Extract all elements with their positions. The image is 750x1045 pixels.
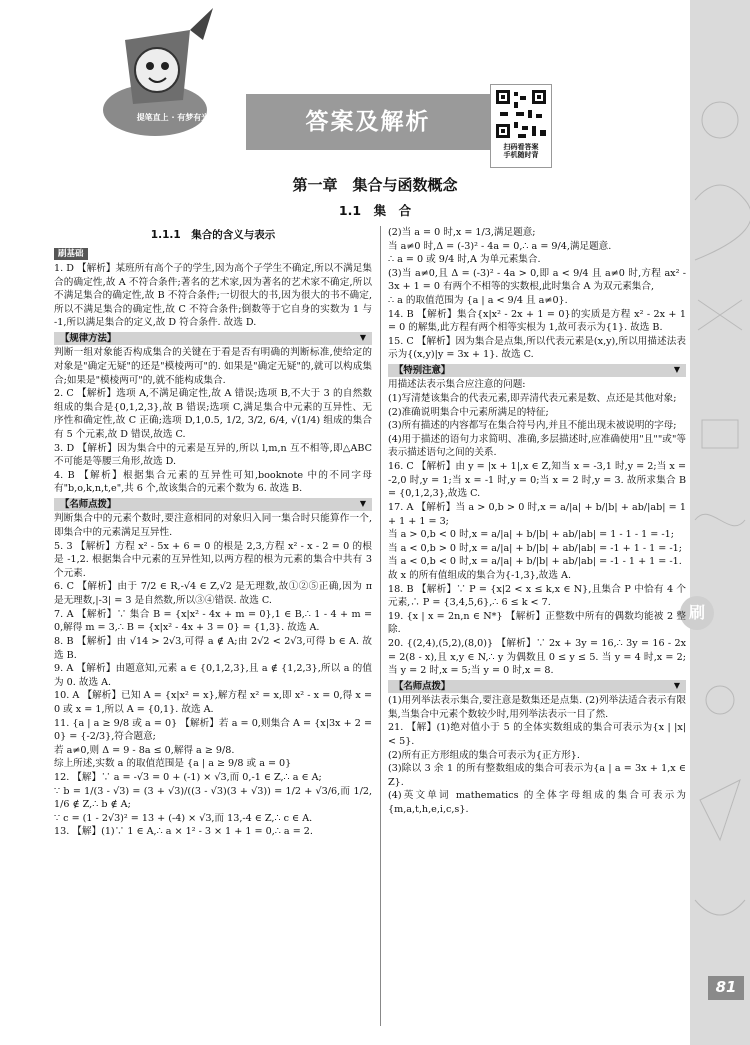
banner-title: 答案及解析 — [246, 94, 490, 150]
answer-paragraph: 4. B 【解析】根据集合元素的互异性可知,booknote 中的不同字母有"b,o,k,n,t,e",共 6 个,故该集合的元素个数为 6. 故选 B. — [54, 469, 372, 495]
answer-paragraph: 10. A 【解析】已知 A = {x|x² = x},解方程 x² = x,即 x² - x = 0,得 x = 0 或 x = 1,所以 A = {0,1}. 故选 A. — [54, 690, 372, 715]
tag-label: 刷基础 — [54, 248, 88, 260]
answer-paragraph: 14. B 【解析】集合{x|x² - 2x + 1 = 0}的实质是方程 x² - 2x + 1 = 0 的解集,此方程有两个相等实根为 1,故可表示为{1}. 故选 B. — [388, 308, 686, 334]
answer-paragraph: (4)用于描述的语句力求简明、准确,多层描述时,应准确使用"且""或"等表示描述语句之间的关系. — [388, 433, 686, 459]
answer-paragraph: 若 a≠0,则 Δ = 9 - 8a ≤ 0,解得 a ≥ 9/8. — [54, 744, 235, 756]
left-column — [54, 226, 372, 839]
answer-paragraph: 20. {(2,4),(5,2),(8,0)} 【解析】∵ 2x + 3y = 16,∴ 3y = 16 - 2x = 2(8 - x),且 x,y ∈ N,∴ y 为偶数且 0 ≤ y ≤ 5. 当 y = 4 时,x = 2;当 y = 2 时,x = 5;当 y = 0 时,x = 8. — [388, 638, 686, 677]
answer-paragraph: ∴ a = 0 或 9/4 时,A 为单元素集合. — [388, 254, 541, 266]
left-column-content — [54, 262, 372, 839]
callout-heading: 【名师点拨】 ▼ — [54, 498, 372, 511]
answer-paragraph: 判断集合中的元素个数时,要注意相同的对象归入同一集合时只能算作一个,即集合中的元素满足互异性. — [54, 513, 372, 539]
brand-circle-badge: 刷 — [680, 596, 714, 630]
answer-paragraph: ∴ a 的取值范围为 {a | a < 9/4 且 a≠0}. — [388, 295, 568, 307]
answer-paragraph: (2)当 a = 0 时,x = 1/3,满足题意; — [388, 227, 536, 238]
qr-caption-line-2: 手机随时背 — [503, 151, 539, 160]
answer-paragraph: 9. A 【解析】由题意知,元素 a ∈ {0,1,2,3},且 a ∉ {1,2,3},所以 a 的值为 0. 故选 A. — [54, 663, 372, 688]
answer-paragraph: (1)写清楚该集合的代表元素,即弄清代表元素是数、点还是其他对象; — [388, 393, 677, 405]
answer-paragraph: 1. D 【解析】某班所有高个子的学生,因为高个子学生不确定,所以不满足集合的确定性,故 A 不符合条件;著名的艺术家,因为著名的艺术家不确定,所以不满足集合的确定性,故 B 不符合条件;一切很大的书,因为很大的书不确定,所以不满足集合的确定性,故 C 不符合条件;倒数等于它自身的实数为 1 与 -1,所以满足集合的定义,故 D 符合条件. 故选 D. — [54, 262, 372, 329]
mascot-slogan: 提笔直上 · 有梦有光 — [136, 113, 210, 122]
callout-heading: 【规律方法】 ▼ — [54, 332, 372, 345]
mascot-logo — [95, 0, 245, 140]
answer-paragraph: 5. 3 【解析】方程 x² - 5x + 6 = 0 的根是 2,3,方程 x² - x - 2 = 0 的根是 -1,2. 根据集合中元素的互异性知,以两方程的根为元素的集合中共有 3 个元素. — [54, 540, 372, 579]
answer-paragraph: 13. 【解】(1)∵ 1 ∈ A,∴ a × 1² - 3 × 1 + 1 = 0,∴ a = 2. — [54, 826, 313, 838]
answer-paragraph: 12. 【解】∵ a = -√3 = 0 + (-1) × √3,而 0,-1 ∈ Z,∴ a ∈ A; — [54, 771, 322, 783]
answer-paragraph: 6. C 【解析】由于 7/2 ∈ R,-√4 ∈ Z,√2 是无理数,故①②⑤正确,因为 π 是无理数,|-3| = 3 是自然数,所以③④错误. 故选 C. — [54, 581, 372, 607]
answer-paragraph: 当 a < 0,b < 0 时,x = a/|a| + b/|b| + ab/|ab| = -1 - 1 + 1 = -1. — [388, 556, 682, 568]
answer-paragraph: 16. C 【解析】由 y = |x + 1|,x ∈ Z,知当 x = -3,1 时,y = 2;当 x = -2,0 时,y = 1;当 x = -1 时,y = 0;当 x = 2 时,y = 3. 故所求集合 B = {0,1,2,3},故选 C. — [388, 461, 686, 500]
qr-code-icon — [492, 86, 550, 142]
answer-paragraph: 当 a < 0,b > 0 时,x = a/|a| + b/|b| + ab/|ab| = -1 + 1 - 1 = -1; — [388, 542, 682, 554]
page-number: 81 — [708, 976, 744, 1000]
answer-paragraph: (3)所有描述的内容都写在集合符号内,并且不能出现未被说明的字母; — [388, 420, 677, 432]
math-doodle-background — [690, 0, 750, 1045]
answer-paragraph: (4)英文单词 mathematics 的全体字母组成的集合可表示为{m,a,t,h,e,i,c,s}. — [388, 790, 686, 816]
right-column — [388, 226, 686, 817]
right-decorative-margin — [690, 0, 750, 1045]
answer-paragraph: (2)准确说明集合中元素所满足的特征; — [388, 406, 549, 418]
answer-paragraph: 11. {a | a ≥ 9/8 或 a = 0} 【解析】若 a = 0,则集合 A = {x|3x + 2 = 0} = {-2/3},符合题意; — [54, 717, 372, 743]
answer-paragraph: (3)除以 3 余 1 的所有整数组成的集合可表示为{a | a = 3x + 1,x ∈ Z}. — [388, 763, 686, 788]
callout-heading: 【名师点拨】 ▼ — [388, 680, 686, 693]
answer-paragraph: (1)用列举法表示集合,要注意是数集还是点集. (2)列举法适合表示有限集,当集合中元素个数较少时,用列举法表示一目了然. — [388, 695, 686, 720]
answer-paragraph: 当 a≠0 时,Δ = (-3)² - 4a = 0,∴ a = 9/4,满足题意. — [388, 240, 612, 252]
answer-paragraph: (3)当 a≠0,且 Δ = (-3)² - 4a > 0,即 a < 9/4 且 a≠0 时,方程 ax² - 3x + 1 = 0 有两个不相等的实数根,此时集合 A 为双元素集合, — [388, 267, 686, 293]
answer-paragraph: 19. {x | x = 2n,n ∈ N*} 【解析】正整数中所有的偶数均能被 2 整除. — [388, 610, 686, 636]
column-divider — [380, 226, 381, 1026]
answer-paragraph: 8. B 【解析】由 √14 > 2√3,可得 a ∉ A;由 2√2 < 2√3,可得 b ∈ A. 故选 B. — [54, 635, 372, 661]
answer-paragraph: (2)所有正方形组成的集合可表示为{正方形}. — [388, 749, 580, 761]
callout-heading: 【特别注意】 ▼ — [388, 364, 686, 377]
qr-caption-line-1: 扫码看答案 — [503, 143, 539, 151]
answer-paragraph: 综上所述,实数 a 的取值范围是 {a | a ≥ 9/8 或 a = 0} — [54, 758, 292, 770]
answer-paragraph: 17. A 【解析】当 a > 0,b > 0 时,x = a/|a| + b/|b| + ab/|ab| = 1 + 1 + 1 = 3; — [388, 501, 686, 527]
answer-paragraph: 2. C 【解析】选项 A,不满足确定性,故 A 错误;选项 B,不大于 3 的自然数组成的集合是{0,1,2,3},故 B 错误;选项 C,满足集合中元素的互异性、无序性和确定性,故 C 正确;选项 D,1,0.5, 1/2, 3/2, 6/4, √(1/4) 组成的集合有 5 个元素,故 D 错误,故选 C. — [54, 388, 372, 441]
answer-paragraph: 7. A 【解析】∵ 集合 B = {x|x² - 4x + m = 0},1 ∈ B,∴ 1 - 4 + m = 0,解得 m = 3,∴ B = {x|x² - 4x + 3 = 0} = {1,3}. 故选 A. — [54, 608, 372, 634]
subsection-title: 1.1.1 集合的含义与表示 — [150, 229, 276, 241]
qr-caption — [491, 143, 551, 159]
chapter-title: 第一章 集合与函数概念 — [292, 176, 458, 194]
answer-paragraph: 21. 【解】(1)绝对值小于 5 的全体实数组成的集合可表示为{x | |x| < 5}. — [388, 722, 686, 748]
section-title: 1.1 集 合 — [338, 203, 412, 218]
answer-paragraph: 3. D 【解析】因为集合中的元素是互异的,所以 l,m,n 互不相等,即△ABC 不可能是等腰三角形,故选 D. — [54, 442, 372, 468]
answer-paragraph: 用描述法表示集合应注意的问题: — [388, 379, 526, 391]
answer-paragraph: ∵ b = 1/(3 - √3) = (3 + √3)/((3 - √3)(3 + √3)) = 1/2 + √3/6,而 1/2, 1/6 ∉ Z,∴ b ∉ A; — [54, 785, 372, 811]
answer-paragraph: 故 x 的所有值组成的集合为{-1,3},故选 A. — [388, 569, 572, 581]
answer-paragraph: 15. C 【解析】因为集合是点集,所以代表元素是(x,y),所以用描述法表示为{(x,y)|y = 3x + 1}. 故选 C. — [388, 335, 686, 361]
right-column-content — [388, 226, 686, 817]
answer-paragraph: 判断一组对象能否构成集合的关键在于看是否有明确的判断标准,使给定的对象是"确定无疑"的还是"模棱两可"的. 如果是"确定无疑"的,就可以构成集合;如果是"模棱两可"的,就不能构成集合. — [54, 347, 372, 386]
answer-paragraph: ∵ c = (1 - 2√3)² = 13 + (-4) × √3,而 13,-4 ∈ Z,∴ c ∈ A. — [54, 812, 313, 824]
answer-paragraph: 18. B 【解析】∵ P = {x|2 < x ≤ k,x ∈ N},且集合 P 中恰有 4 个元素,∴ P = {3,4,5,6},∴ 6 ≤ k < 7. — [388, 583, 686, 609]
qr-code-box[interactable] — [490, 84, 552, 168]
answer-paragraph: 当 a > 0,b < 0 时,x = a/|a| + b/|b| + ab/|ab| = 1 - 1 - 1 = -1; — [388, 529, 674, 541]
